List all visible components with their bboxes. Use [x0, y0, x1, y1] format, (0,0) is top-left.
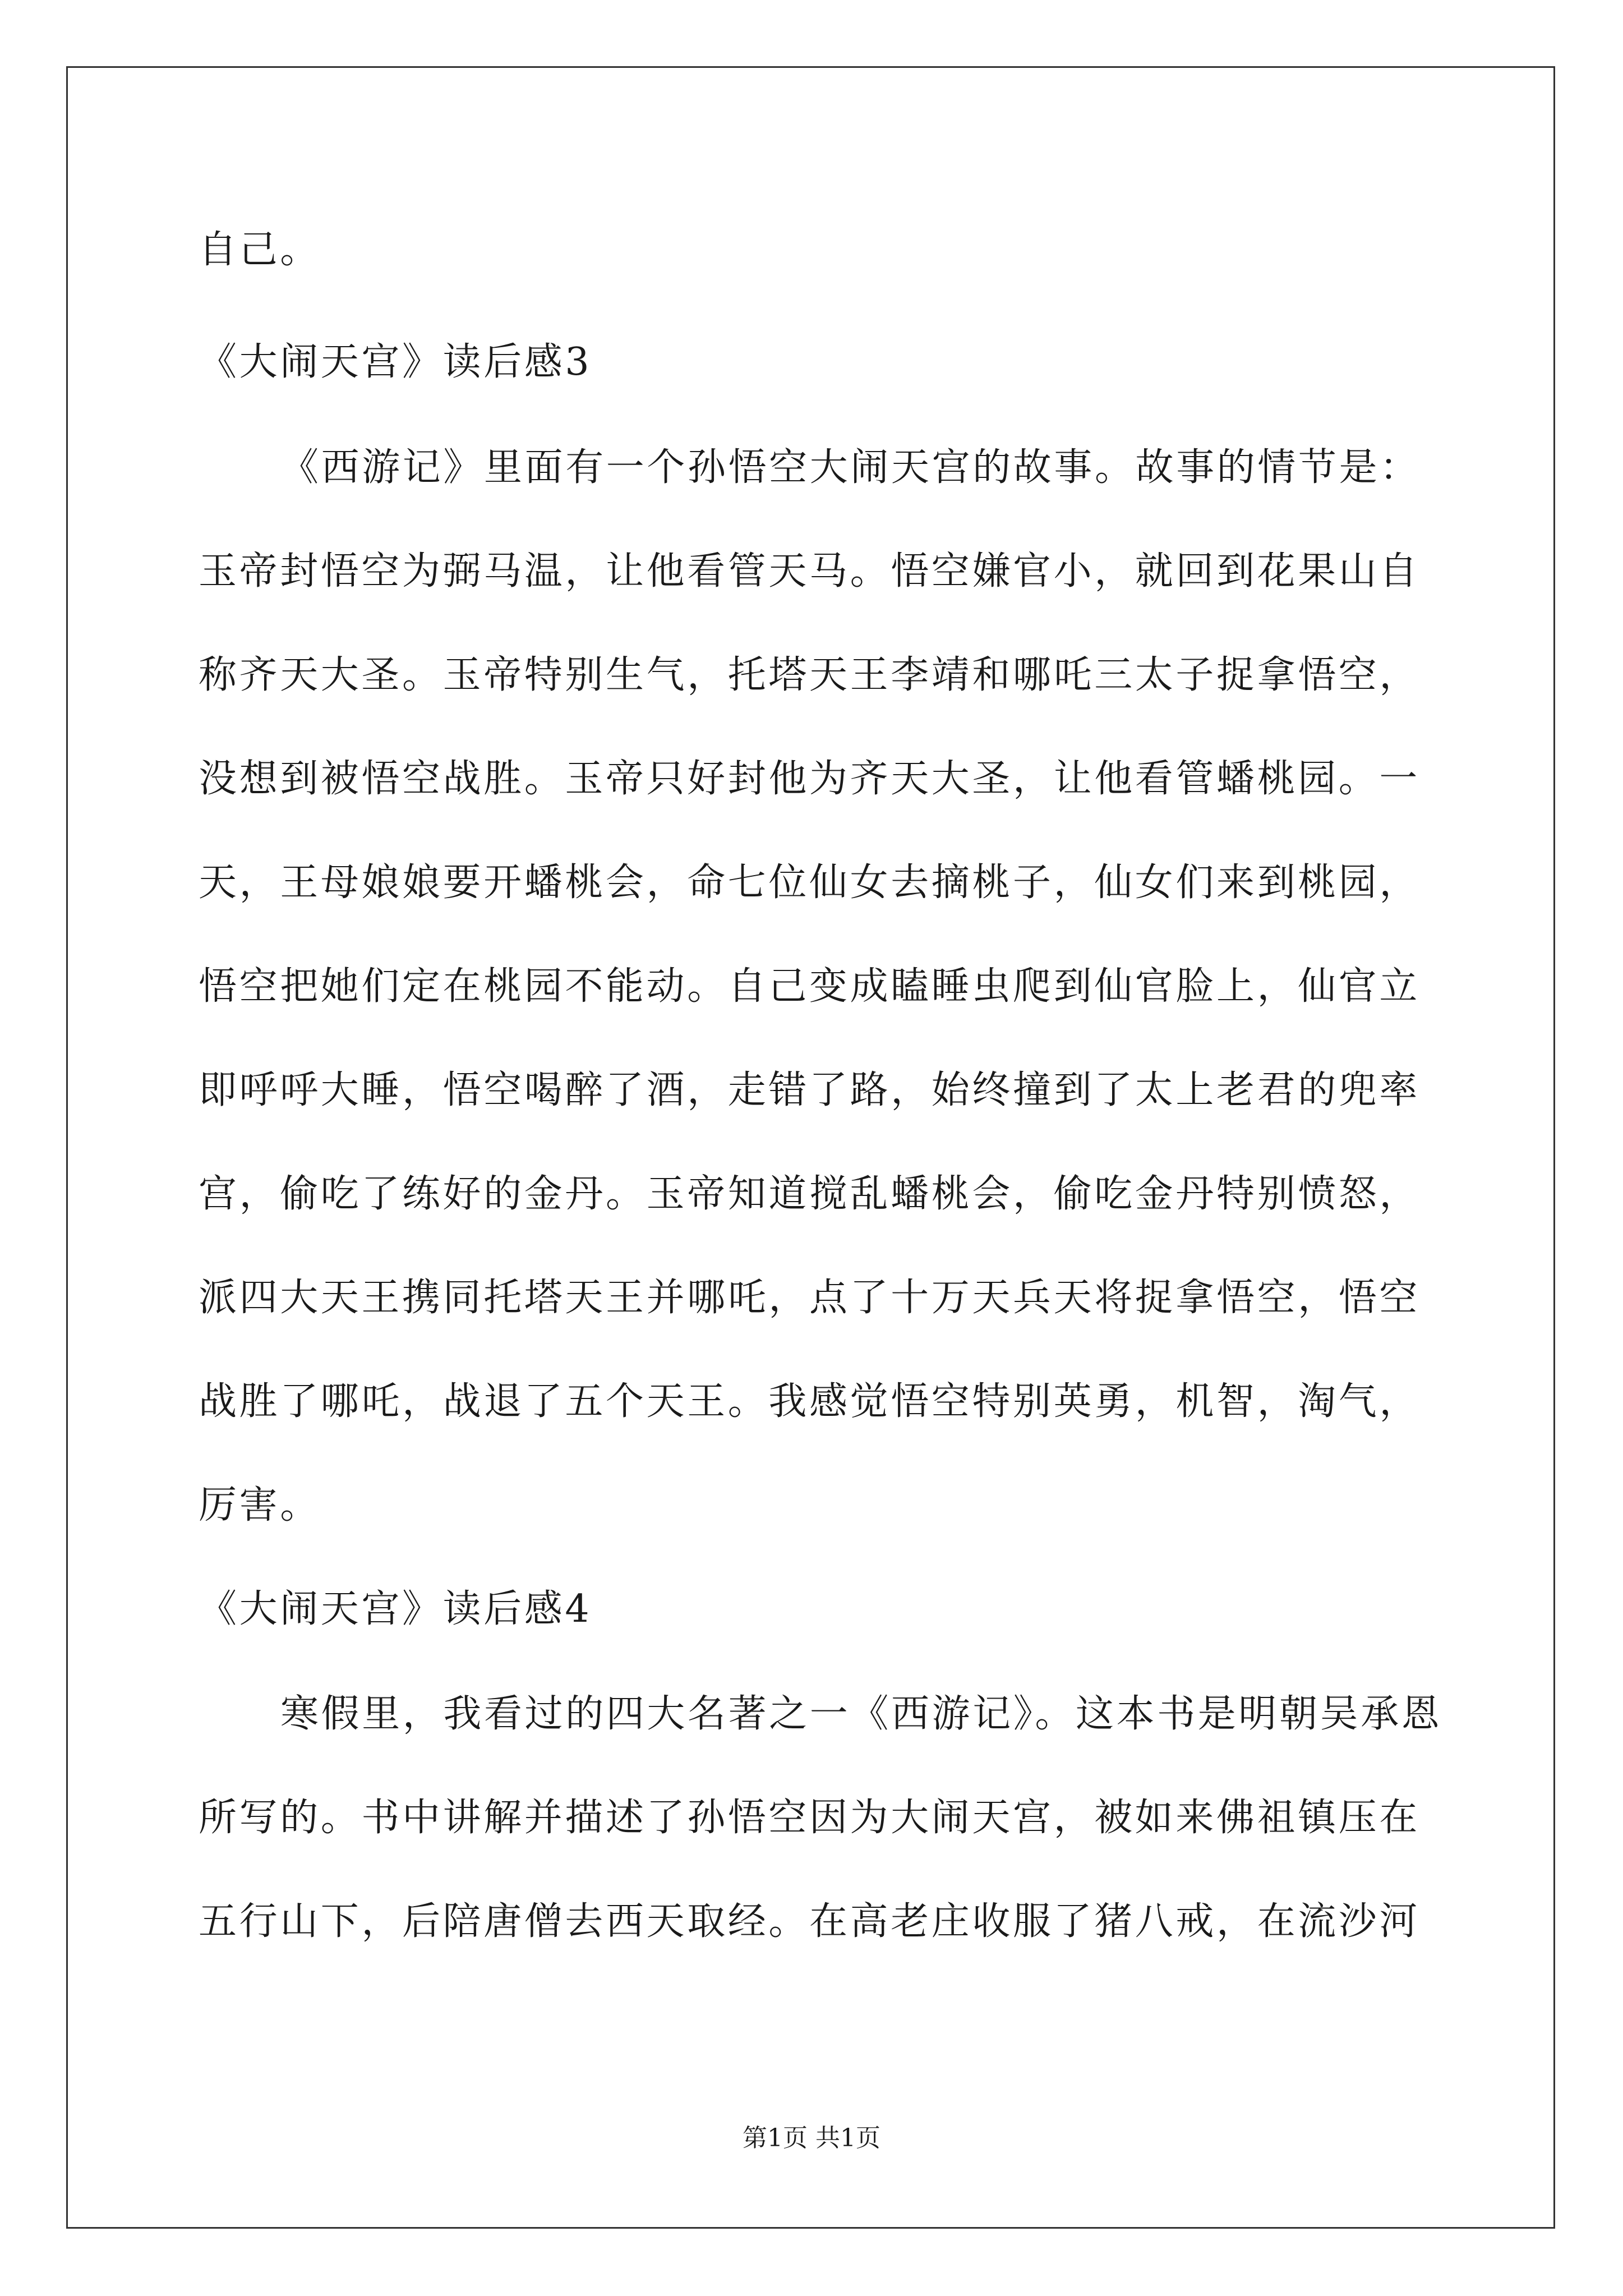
page-footer: 第1页 共1页	[743, 2124, 880, 2152]
text-line: 厉害。	[199, 1483, 321, 1527]
text-line: 宫，偷吃了练好的金丹。玉帝知道搅乱蟠桃会，偷吃金丹特别愤怒，	[199, 1172, 1421, 1216]
text-line: 战胜了哪吒，战退了五个天王。我感觉悟空特别英勇，机智，淘气，	[199, 1379, 1421, 1424]
paragraph-first-line: 寒假里，我看过的四大名著之一《西游记》。这本书是明朝吴承恩	[280, 1692, 1442, 1736]
paragraph-first-line: 《西游记》里面有一个孙悟空大闹天宫的故事。故事的情节是：	[280, 445, 1421, 490]
text-line: 派四大天王携同托塔天王并哪吒，点了十万天兵天将捉拿悟空，悟空	[199, 1276, 1421, 1320]
text-line: 称齐天大圣。玉帝特别生气，托塔天王李靖和哪吒三太子捉拿悟空，	[199, 653, 1421, 697]
section-heading: 《大闹天宫》读后感4	[199, 1587, 592, 1631]
text-line: 自己。	[199, 228, 321, 272]
text-line: 五行山下，后陪唐僧去西天取经。在高老庄收服了猪八戒，在流沙河	[199, 1899, 1421, 1944]
section-heading: 《大闹天宫》读后感3	[199, 340, 592, 384]
text-line: 即呼呼大睡，悟空喝醉了酒，走错了路，始终撞到了太上老君的兜率	[199, 1068, 1421, 1112]
text-line: 所写的。书中讲解并描述了孙悟空因为大闹天宫，被如来佛祖镇压在	[199, 1796, 1421, 1840]
text-line: 没想到被悟空战胜。玉帝只好封他为齐天大圣，让他看管蟠桃园。一	[199, 757, 1421, 801]
text-line: 悟空把她们定在桃园不能动。自己变成瞌睡虫爬到仙官脸上，仙官立	[199, 964, 1421, 1009]
text-line: 玉帝封悟空为弼马温，让他看管天马。悟空嫌官小，就回到花果山自	[199, 549, 1421, 593]
text-line: 天，王母娘娘要开蟠桃会，命七位仙女去摘桃子，仙女们来到桃园，	[199, 861, 1421, 905]
